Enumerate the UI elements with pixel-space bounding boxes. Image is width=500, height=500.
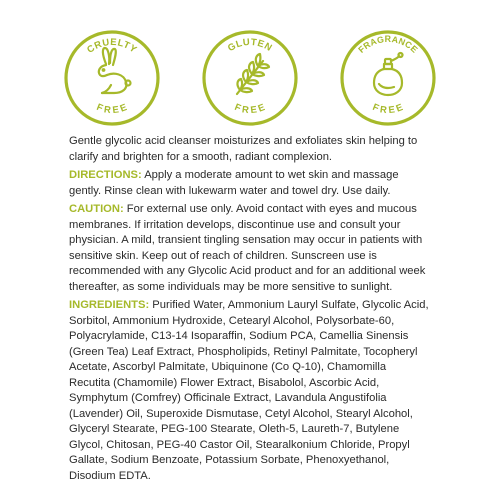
- badge-bottom-label: FREE: [370, 101, 406, 117]
- directions-paragraph: [69, 168, 429, 199]
- svg-text:GLUTEN: [226, 37, 274, 54]
- svg-text:FREE: [371, 102, 405, 116]
- ingredients-paragraph: [69, 298, 429, 484]
- product-copy: [69, 134, 429, 487]
- perfume-bottle-icon: [374, 53, 403, 95]
- badge-top-label: GLUTEN: [225, 36, 275, 55]
- directions-text: Apply a moderate amount to wet skin and massage gently. Rinse clean with lukewarm water and towel dry. Use daily.: [69, 169, 399, 197]
- badge-row: [62, 28, 438, 128]
- badge-bottom-label: FREE: [94, 101, 130, 117]
- badge-bottom-label: FREE: [232, 101, 268, 117]
- fragrance-free-badge: [338, 28, 438, 128]
- caution-text: For external use only. Avoid contact with eyes and mucous membranes. If irritation develops, discontinue use and consult your physician. A mild, transient tingling sensation may occur in patients with sensitive skin. Keep out of reach of children. Sunscreen use is recommended with any Glycolic Acid product and for an additional week thereafter, as some individuals may be more sensitive to sunlight.: [69, 203, 426, 293]
- badge-top-label: CRUELTY: [85, 36, 139, 56]
- caution-paragraph: [69, 202, 429, 295]
- directions-label: DIRECTIONS:: [69, 169, 142, 181]
- svg-text:FREE: [233, 102, 267, 116]
- description: Gentle glycolic acid cleanser moisturizes and exfoliates skin helping to clarify and brighten for a smooth, radiant complexion.: [69, 135, 418, 163]
- cruelty-free-badge: [62, 28, 162, 128]
- wheat-icon: [237, 54, 269, 94]
- caution-label: CAUTION:: [69, 203, 124, 215]
- ingredients-label: INGREDIENTS:: [69, 299, 150, 311]
- svg-text:FREE: [95, 102, 129, 116]
- rabbit-icon: [99, 48, 131, 93]
- ingredients-text: Purified Water, Ammonium Lauryl Sulfate, Glycolic Acid, Sorbitol, Ammonium Hydroxide, Cetearyl Alcohol, Polysorbate-60, Polyacrylamide, C13-14 Isoparaffin, Sodium PCA, Camellia Sinensis (Green Tea) Leaf Extract, Phospholipids, Retinyl Palmitate, Tocopheryl Acetate, Ascorbyl Palmitate, Ubiquinone (Co Q-10), Chamomilla Recutita (Chamomile) Flower Extract, Bisabolol, Ascorbic Acid, Symphytum (Comfrey) Officinale Extract, Lavandula Angustifolia (Lavender) Oil, Superoxide Dismutase, Cetyl Alcohol, Stearyl Alcohol, Glyceryl Stearate, PEG-100 Stearate, Oleth-5, Laureth-7, Butylene Glycol, Chitosan, PEG-40 Castor Oil, Stearalkonium Chloride, Propyl Gallate, Sodium Benzoate, Potassium Sorbate, Phenoxyethanol, Disodium EDTA.: [69, 299, 429, 482]
- gluten-free-badge: [200, 28, 300, 128]
- badge-top-label: FRAGRANCE: [356, 33, 420, 55]
